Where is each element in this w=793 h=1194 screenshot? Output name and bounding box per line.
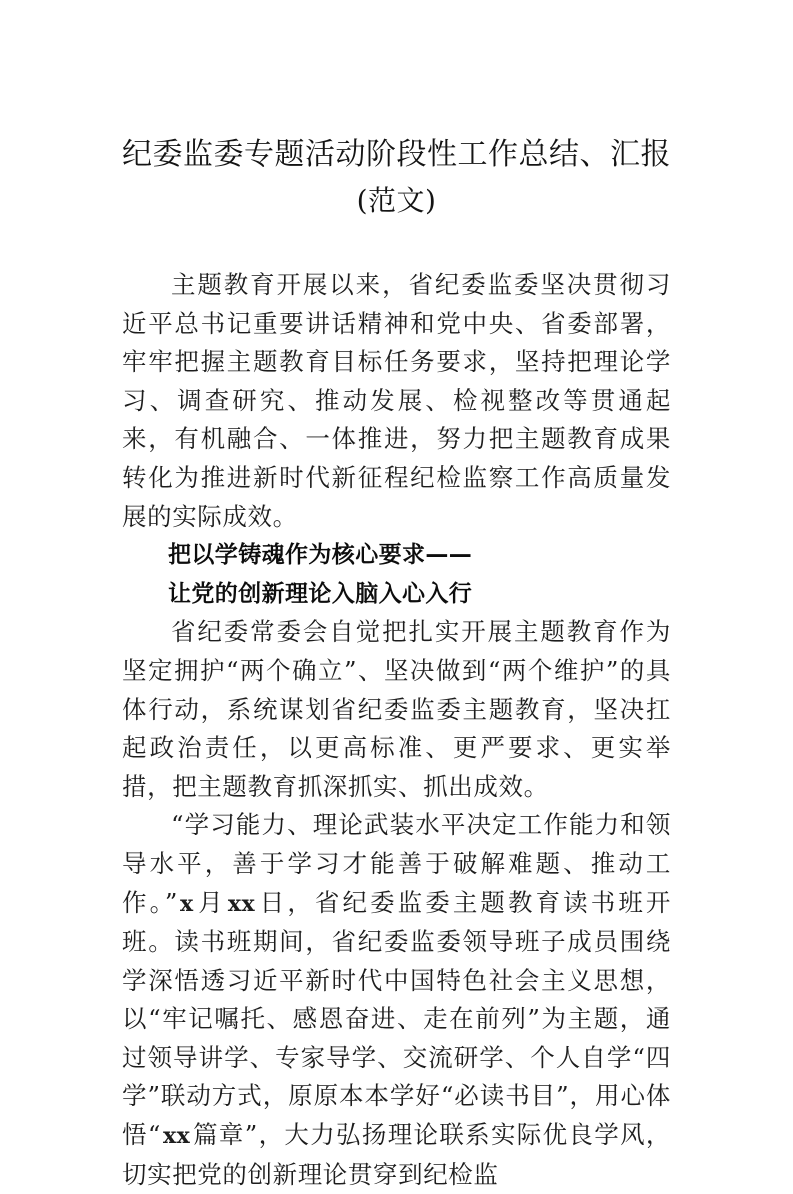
section-heading-1b: 让党的创新理论入脑入心入行 [168, 580, 473, 607]
title-line-1: 纪委监委专题活动阶段性工作总结、汇报 [122, 137, 671, 172]
page-title [122, 0, 671, 224]
latin-placeholder-token: x [180, 890, 194, 917]
section-1-paragraph-1: 省纪委常委会自觉把扎实开展主题教育作为坚定拥护“两个确立”、坚决做到“两个维护”的具体行动，系统谋划省纪委监委主题教育，坚决扛起政治责任，以更高标准、更严要求、更实举措，把主题教育抓深抓实、抓出成效。 [122, 617, 671, 801]
latin-placeholder-token: xx [227, 890, 256, 917]
section-heading-1a: 把以学铸魂作为核心要求—— [168, 542, 473, 569]
section-1-paragraph-2: “学习能力、理论武装水平决定工作能力和领导水平，善于学习才能善于破解难题、推动工作。”x月xx日，省纪委监委主题教育读书班开班。读书班期间，省纪委监委领导班子成员围绕学深悟透习近平新时代中国特色社会主义思想，以“牢记嘱托、感恩奋进、走在前列”为主题，通过领导讲学、专家导学、交流研学、个人自学“四学”联动方式，原原本本学好“必读书目”，用心体悟“xx篇章”，大力弘扬理论联系实际优良学风，切实把党的创新理论贯穿到纪检监 [122, 810, 672, 1189]
title-line-2: (范文) [356, 184, 437, 217]
latin-placeholder-token: xx [162, 1123, 191, 1150]
intro-paragraph: 主题教育开展以来，省纪委监委坚决贯彻习近平总书记重要讲话精神和党中央、省委部署，牢牢把握主题教育目标任务要求，坚持把理论学习、调查研究、推动发展、检视整改等贯通起来，有机融合、一体推进，努力把主题教育成果转化为推进新时代新征程纪检监察工作高质量发展的实际成效。 [122, 270, 671, 531]
document-body [122, 266, 671, 1194]
